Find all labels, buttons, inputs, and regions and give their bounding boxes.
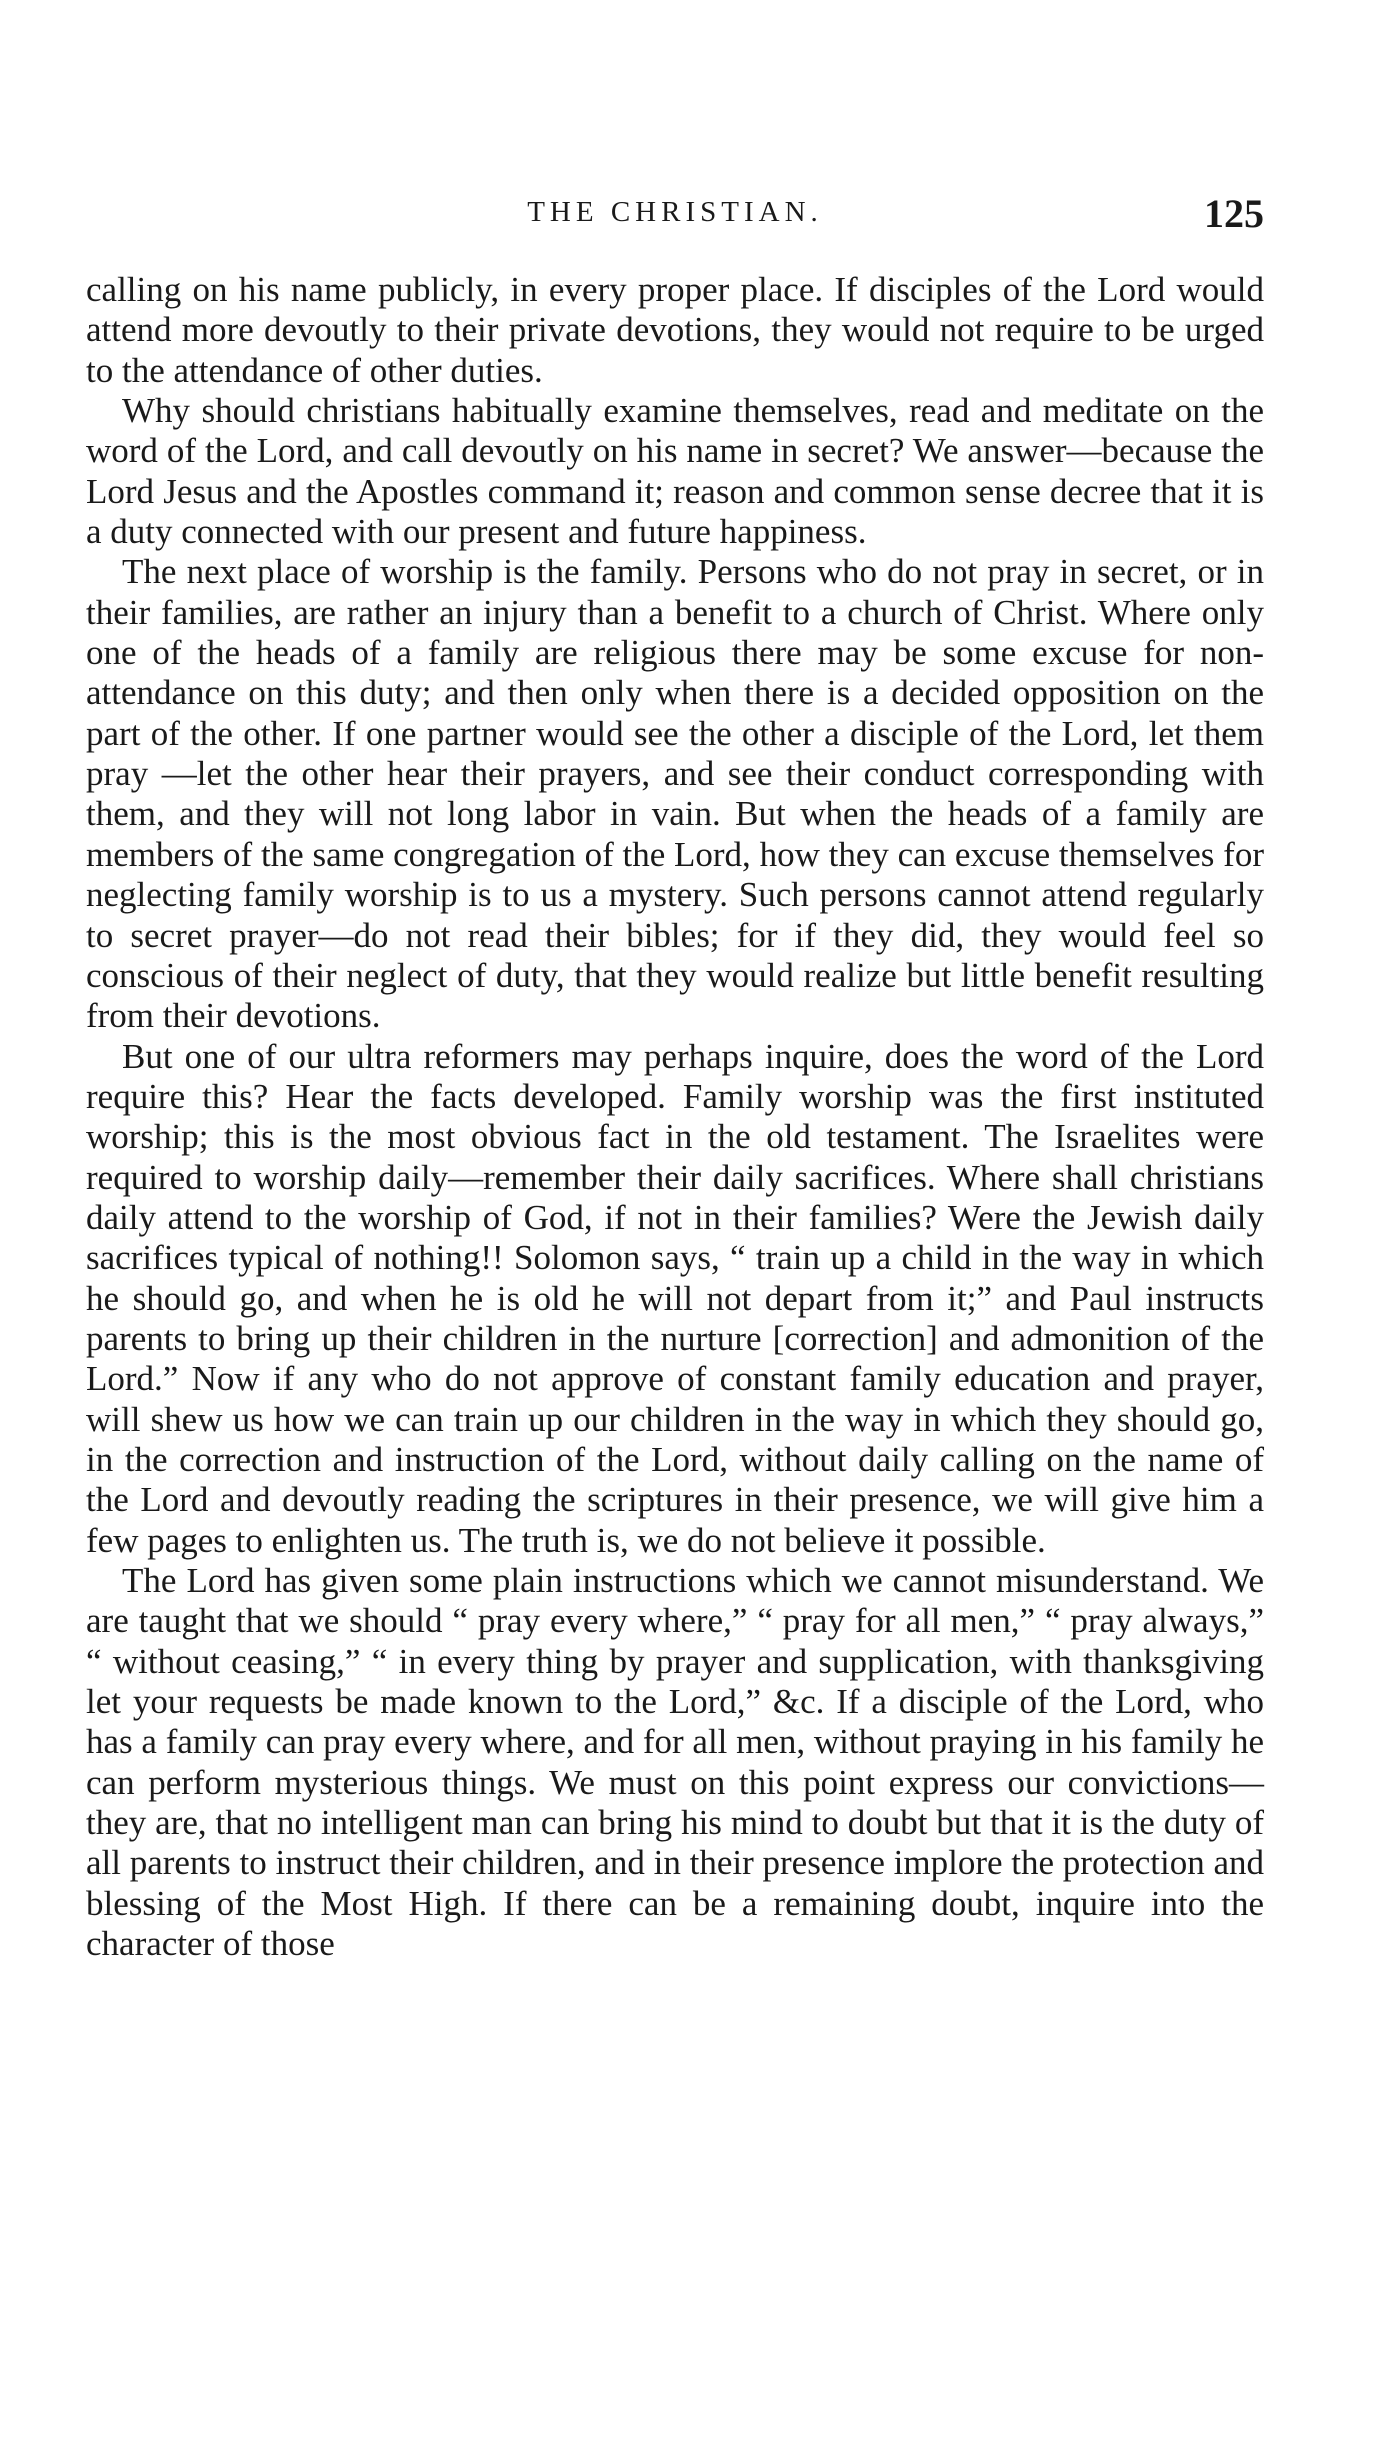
running-title: THE CHRISTIAN. [527,196,823,228]
body-text [86,270,1264,1964]
page-number: 125 [1204,191,1264,236]
paragraph: The next place of worship is the family. Persons who do not pray in secret, or in their families, are rather an injury than a benefit to a church of Christ. Where only one of the heads of a family are religious there may be some excuse for non-attendance on this duty; and then only when there is a decided opposition on the part of the other. If one partner would see the other a disciple of the Lord, let them pray —let the other hear their prayers, and see their conduct corresponding with them, and they will not long labor in vain. But when the heads of a family are members of the same congregation of the Lord, how they can excuse themselves for neglecting family worship is to us a mystery. Such persons cannot attend regularly to secret prayer—do not read their bibles; for if they did, they would feel so conscious of their neglect of duty, that they would realize but little benefit resulting from their devotions. [86,552,1264,1036]
paragraph: The Lord has given some plain instructions which we cannot misunderstand. We are taught that we should “ pray every where,” “ pray for all men,” “ pray always,” “ without ceasing,” “ in every thing by prayer and supplication, with thanksgiving let your requests be made known to the Lord,” &c. If a disciple of the Lord, who has a family can pray every where, and for all men, without praying in his family he can perform mysterious things. We must on this point express our convictions—they are, that no intelligent man can bring his mind to doubt but that it is the duty of all parents to instruct their children, and in their presence implore the protection and blessing of the Most High. If there can be a remaining doubt, inquire into the character of those [86,1561,1264,1964]
paragraph: Why should christians habitually examine themselves, read and meditate on the word of the Lord, and call devoutly on his name in secret? We answer—because the Lord Jesus and the Apostles command it; reason and common sense decree that it is a duty connected with our present and future happiness. [86,391,1264,552]
paragraph-continued: calling on his name publicly, in every proper place. If disciples of the Lord would attend more devoutly to their private devotions, they would not require to be urged to the attendance of other duties. [86,270,1264,390]
running-head [86,190,1264,240]
paragraph: But one of our ultra reformers may perhaps inquire, does the word of the Lord require this? Hear the facts developed. Family worship was the first instituted worship; this is the most obvious fact in the old testament. The Israelites were required to worship daily—remember their daily sacrifices. Where shall christians daily attend to the worship of God, if not in their families? Were the Jewish daily sacrifices typical of nothing!! Solomon says, “ train up a child in the way in which he should go, and when he is old he will not depart from it;” and Paul instructs parents to bring up their children in the nurture [correction] and admonition of the Lord.” Now if any who do not approve of constant family education and prayer, will shew us how we can train up our children in the way in which they should go, in the correction and instruction of the Lord, without daily calling on the name of the Lord and devoutly reading the scriptures in their presence, we will give him a few pages to enlighten us. The truth is, we do not believe it possible. [86,1036,1264,1560]
